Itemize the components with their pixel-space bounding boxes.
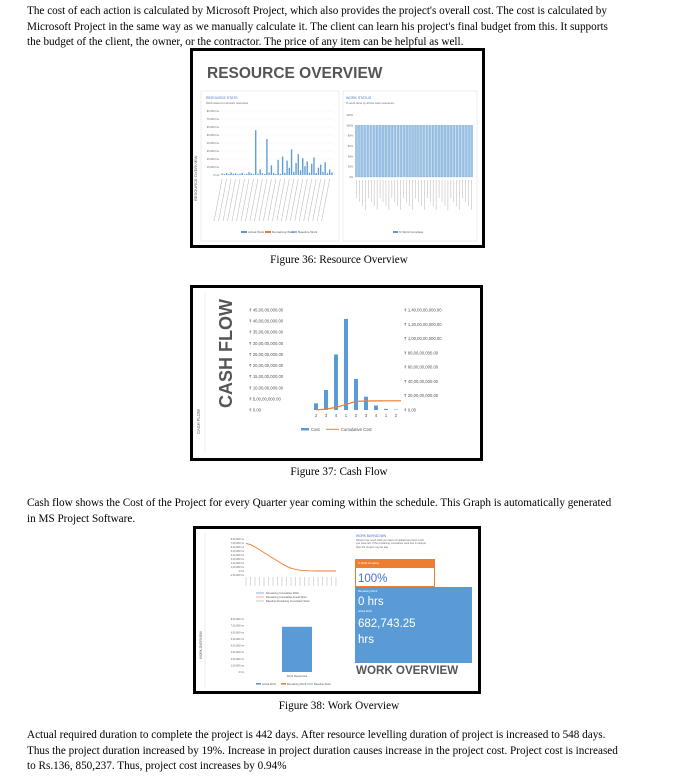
y-tick-label: ₹ 35,00,00,000.00 [249, 329, 284, 335]
work-complete-bar [447, 125, 449, 177]
x-tick-label: 2 [354, 413, 358, 418]
y-tick-label: 1,00,000 hrs [230, 566, 244, 569]
y-tick-label: 120% [346, 114, 353, 117]
y-tick-label: ₹ 40,00,00,000.00 [249, 318, 284, 324]
legend-remaining-cumulative-actual-work: Remaining Cumulative Actual Work [266, 596, 307, 599]
legend-cumulative-cost: Cumulative Cost [341, 427, 372, 432]
work-complete-value: 100% [358, 573, 388, 585]
legend-actual-work: Actual Work [248, 230, 265, 234]
actual-work-bar [291, 149, 292, 175]
work-complete-bar [361, 125, 363, 177]
cashflow-paragraph [27, 496, 655, 527]
actual-work-bar [253, 174, 254, 175]
work-complete-bar [391, 125, 393, 177]
actual-work-bar [282, 627, 312, 672]
work-complete-bar [373, 125, 375, 177]
side-label: CASH FLOW [196, 409, 201, 434]
y-tick-label: 10,000 hrs [206, 166, 219, 169]
y-tick-label: 0 hrs [213, 174, 219, 177]
y-tick-label: 50,000 hrs [206, 134, 219, 137]
actual-work-bar [230, 173, 231, 175]
x-tick-label: 2 [394, 413, 398, 418]
y-tick-label: ₹ 45,00,00,000.00 [249, 307, 284, 313]
actual-work-bar [298, 154, 299, 175]
actual-work-bar [255, 130, 256, 175]
y-tick-label: ₹ 15,00,00,000.00 [249, 374, 284, 380]
y-tick-label: ₹ 20,00,00,000.00 [249, 363, 284, 369]
figure-37-caption: Figure 37: Cash Flow [290, 466, 388, 478]
y-tick-label: 80% [347, 134, 353, 138]
y-tick-label: 3,00,000 hrs [230, 558, 244, 561]
x-tick-label: 1 [344, 413, 348, 418]
actual-work-bar [322, 172, 323, 175]
actual-work-bar [329, 169, 330, 175]
y-tick-label: 60,000 hrs [206, 126, 219, 129]
category-labels [315, 413, 398, 418]
y-tick-label: 1,00,000 hrs [230, 664, 244, 668]
actual-work-bar [233, 174, 234, 175]
actual-work-bar [226, 173, 227, 175]
y-tick-label: 0 hrs [238, 570, 244, 573]
work-complete-bar [465, 125, 467, 177]
y-tick-label: 2,00,000 hrs [230, 562, 244, 565]
work-complete-bar [376, 125, 378, 177]
paragraph-line: Microsoft Project in the same way as we manually calculate it. The client can learn his project's final budget from this. It supports [27, 20, 608, 33]
y2-tick-label: ₹ 1,00,00,00,000.00 [404, 336, 442, 342]
y-tick-label: 8,00,000 hrs [230, 538, 244, 541]
work-complete-bar [397, 125, 399, 177]
actual-work-bar [320, 165, 321, 175]
work-complete-bar [403, 125, 405, 177]
y2-tick-label: ₹ 20,00,00,000.00 [404, 393, 439, 399]
y-tick-label: ₹ 25,00,00,000.00 [249, 351, 284, 357]
work-complete-bar [441, 125, 443, 177]
y-tick-label: 40,000 hrs [206, 142, 219, 145]
closing-paragraph [27, 728, 655, 775]
legend-work-complete: % Work Complete [399, 230, 424, 234]
cost-bar [354, 379, 358, 410]
y-tick-label: ₹ 5,00,00,000.00 [249, 396, 281, 402]
y2-tick-label: ₹ 40,00,00,000.00 [404, 378, 439, 384]
resource-overview-svg [193, 51, 482, 245]
actual-work-bar [248, 172, 249, 175]
remaining-work-value: 0 hrs [358, 596, 384, 608]
work-complete-bar [432, 125, 434, 177]
y-tick-label: 20,000 hrs [206, 158, 219, 161]
work-resources-label: Work Resources [286, 674, 308, 678]
work-complete-bar [456, 125, 458, 177]
actual-work-bar [311, 164, 312, 175]
y-tick-label: 40% [347, 155, 353, 159]
actual-work-bar [309, 173, 310, 175]
y-tick-label: 70,000 hrs [206, 118, 219, 121]
y2-tick-label: ₹ 0.00 [404, 407, 416, 413]
y-tick-label: 0 hrs [238, 671, 244, 674]
cost-bar [364, 397, 368, 410]
actual-work-bar [235, 173, 236, 175]
x-tick-label: 3 [364, 413, 368, 418]
legend-swatch-actual [241, 231, 247, 233]
work-complete-bar [400, 125, 402, 177]
legend-swatch [256, 683, 261, 685]
actual-work-bar [266, 139, 267, 175]
y-tick-label: 5,00,000 hrs [230, 550, 244, 553]
y-tick-label: 7,00,000 hrs [230, 624, 244, 628]
actual-work-bar [307, 161, 308, 175]
work-complete-bar [438, 125, 440, 177]
burndown-date-labels [246, 577, 336, 586]
y-tick-label: 7,00,000 hrs [230, 542, 244, 545]
x-tick-label: 3 [324, 413, 328, 418]
left-panel-title: RESOURCE STATS [206, 96, 238, 100]
y-tick-label: 5,00,000 hrs [230, 637, 244, 641]
actual-work-bar [257, 174, 258, 175]
y-tick-label: 8,00,000 hrs [230, 618, 244, 621]
cost-bar [374, 406, 378, 410]
paragraph-line: Thus the project duration increased by 19%. Increase in project duration causes increase in the project cost. Project cost is increased [27, 744, 618, 757]
cost-bar [324, 390, 328, 410]
actual-work-label: Actual Work [358, 610, 372, 613]
y-tick-label: 20% [347, 165, 353, 169]
cost-bar [334, 354, 338, 410]
work-complete-bar [379, 125, 381, 177]
figure-work-overview [193, 526, 481, 694]
actual-work-bar [284, 173, 285, 175]
work-complete-bar [364, 125, 366, 177]
actual-work-bar [237, 174, 238, 175]
y-tick-label: -1,00,000 hrs [229, 574, 244, 577]
actual-work-bar [224, 174, 225, 175]
actual-work-bar [293, 172, 294, 175]
work-complete-bar [468, 125, 470, 177]
actual-work-bar [228, 174, 229, 175]
y-tick-label: 2,00,000 hrs [230, 657, 244, 661]
actual-work-bar [324, 162, 325, 175]
work-complete-bar [414, 125, 416, 177]
legend-swatch [281, 683, 286, 685]
actual-work-bar [282, 157, 283, 175]
legend-swatch-remaining [265, 231, 271, 233]
figure-resource-overview [190, 48, 485, 248]
y-tick-label: 3,00,000 hrs [230, 651, 244, 655]
left-panel [201, 91, 339, 241]
actual-work-bar [304, 166, 305, 175]
y-tick-label: 60% [347, 145, 353, 148]
actual-work-bar [221, 174, 222, 175]
cash-flow-title: CASH FLOW [216, 299, 236, 408]
y2-tick-label: ₹ 60,00,00,000.00 [404, 364, 439, 370]
work-complete-bar [385, 125, 387, 177]
work-complete-bar [426, 125, 428, 177]
figure-38-caption: Figure 38: Work Overview [278, 700, 400, 712]
work-complete-bar [435, 125, 437, 177]
paragraph-line: in MS Project Software. [27, 512, 136, 525]
x-tick-label: 2 [314, 413, 318, 418]
y-tick-label: ₹ 10,00,00,000.00 [249, 385, 284, 391]
actual-work-bar [275, 174, 276, 175]
actual-work-bar [302, 158, 303, 175]
work-overview-title: WORK OVERVIEW [356, 664, 459, 677]
actual-work-bar [289, 168, 290, 175]
figure-36-caption: Figure 36: Resource Overview [270, 254, 408, 266]
cash-flow-svg [193, 288, 480, 458]
legend-cost: Cost [311, 427, 320, 432]
right-panel-title: WORK STATUS [346, 96, 372, 100]
actual-work-bar [271, 165, 272, 175]
work-complete-bar [423, 125, 425, 177]
actual-work-bar [331, 172, 332, 175]
actual-work-bar [242, 173, 243, 175]
actual-work-bar [246, 174, 247, 175]
x-tick-label: 4 [334, 413, 338, 418]
work-complete-bar [429, 125, 431, 177]
work-complete-bar [411, 125, 413, 177]
work-complete-bar [388, 125, 390, 177]
actual-work-bar [327, 173, 328, 175]
y-tick-label: 30,000 hrs [206, 150, 219, 153]
cost-bar [344, 319, 348, 410]
y-tick-label: 4,00,000 hrs [230, 554, 244, 557]
actual-work-bar [260, 169, 261, 175]
work-complete-bar [358, 125, 360, 177]
cost-bar [314, 403, 318, 410]
actual-work-bar [264, 174, 265, 175]
legend-baseline-remaining-cumulative-work: Baseline Remaining Cumulative Work [266, 600, 310, 603]
legend-actual-work: Actual Work [262, 683, 276, 686]
actual-work-bar [313, 157, 314, 175]
actual-work-bar [262, 173, 263, 175]
right-panel-subtitle: % work done by all the work resources. [346, 101, 395, 105]
work-complete-bar [417, 125, 419, 177]
y-tick-label: 4,00,000 hrs [230, 644, 244, 648]
work-complete-bar [462, 125, 464, 177]
actual-work-bar [273, 173, 274, 175]
cost-bar [384, 409, 388, 410]
remaining-work-label: Remaining Work [358, 590, 378, 593]
legend-remaining-work: Remaining Work [272, 230, 295, 234]
actual-work-unit: hrs [358, 634, 374, 646]
side-label: RESOURCE OVERVIEW [193, 155, 198, 201]
actual-work-bar [316, 173, 317, 175]
paragraph-line: to Rs.136, 850,237. Thus, project cost increases by 0.94% [27, 760, 287, 772]
legend-baseline-work: Baseline Work [298, 230, 318, 234]
y-tick-label: 80,000 hrs [206, 110, 219, 113]
paragraph-line: Cash flow shows the Cost of the Project for every Quarter year coming within the schedule. This Graph is automatically generated [27, 497, 612, 509]
work-complete-bar [444, 125, 446, 177]
actual-work-bar [280, 174, 281, 175]
paragraph-line: the budget of the client, the owner, or the contractor. The price of any item can be helpful as well. [27, 36, 464, 48]
work-complete-bar [394, 125, 396, 177]
y2-tick-label: ₹ 1,40,00,00,000.00 [404, 307, 442, 313]
left-panel-subtitle: Work status for all work resources. [206, 101, 249, 105]
y-tick-label: ₹ 0.00 [249, 407, 261, 413]
actual-work-bar [251, 173, 252, 175]
figure-cash-flow [190, 285, 483, 461]
work-complete-bar [470, 125, 472, 177]
burndown-panel-title: WORK BURNDOWN [356, 534, 386, 538]
y2-tick-label: ₹ 80,00,00,000.00 [404, 350, 439, 356]
work-complete-bar [420, 125, 422, 177]
legend-swatch-cost [301, 428, 309, 431]
legend-remaining-work: Remaining Work [287, 683, 307, 686]
actual-work-bar [239, 174, 240, 175]
work-overview-svg [196, 529, 478, 691]
actual-work-bar [300, 170, 301, 175]
actual-work-bar [268, 173, 269, 175]
actual-work-value: 682,743.25 [358, 618, 416, 630]
work-stats-axis-ticks [231, 618, 245, 674]
work-complete-bar [370, 125, 372, 177]
paragraph-line: The cost of each action is calculated by Microsoft Project, which also provides the project's overall cost. The cost is calculated by [27, 5, 607, 17]
work-complete-bar [367, 125, 369, 177]
work-complete-bar [459, 125, 461, 177]
figure-title: RESOURCE OVERVIEW [207, 65, 383, 82]
actual-work-bar [244, 174, 245, 175]
y2-tick-label: ₹ 1,20,00,00,000.00 [404, 321, 442, 327]
work-complete-bar [409, 125, 411, 177]
work-complete-bar [355, 125, 357, 177]
actual-work-bar [277, 160, 278, 175]
y-tick-label: 0% [349, 176, 353, 179]
actual-work-bar [295, 163, 296, 175]
work-complete-bar [382, 125, 384, 177]
paragraph-line: Actual required duration to complete the project is 442 days. After resource levelling duration of project is increased to 548 days. [27, 729, 606, 741]
y-tick-label: ₹ 30,00,00,000.00 [249, 340, 284, 346]
x-tick-label: 1 [384, 413, 388, 418]
actual-work-bar [318, 168, 319, 175]
y-tick-label: 6,00,000 hrs [230, 546, 244, 549]
y-tick-label: 100% [346, 124, 353, 128]
x-tick-label: 4 [374, 413, 378, 418]
legend-remaining-cumulative-work: Remaining Cumulative Work [266, 592, 299, 595]
y-tick-label: 6,00,000 hrs [230, 631, 244, 635]
actual-work-bar [286, 161, 287, 175]
work-complete-bar [453, 125, 455, 177]
side-label: WORK OVERVIEW [199, 631, 203, 659]
legend-swatch-work-complete [393, 231, 398, 233]
legend-baseline-work: Baseline Work [314, 683, 331, 686]
work-complete-label: % Work Complete [358, 562, 379, 565]
work-complete-bar [406, 125, 408, 177]
burndown-panel-text: Shows how much work you have completed and how much you have left. If the remaining cumulative work line is steeper, then the project may be late. [356, 539, 427, 549]
intro-paragraph [27, 4, 655, 51]
work-complete-bar [450, 125, 452, 177]
